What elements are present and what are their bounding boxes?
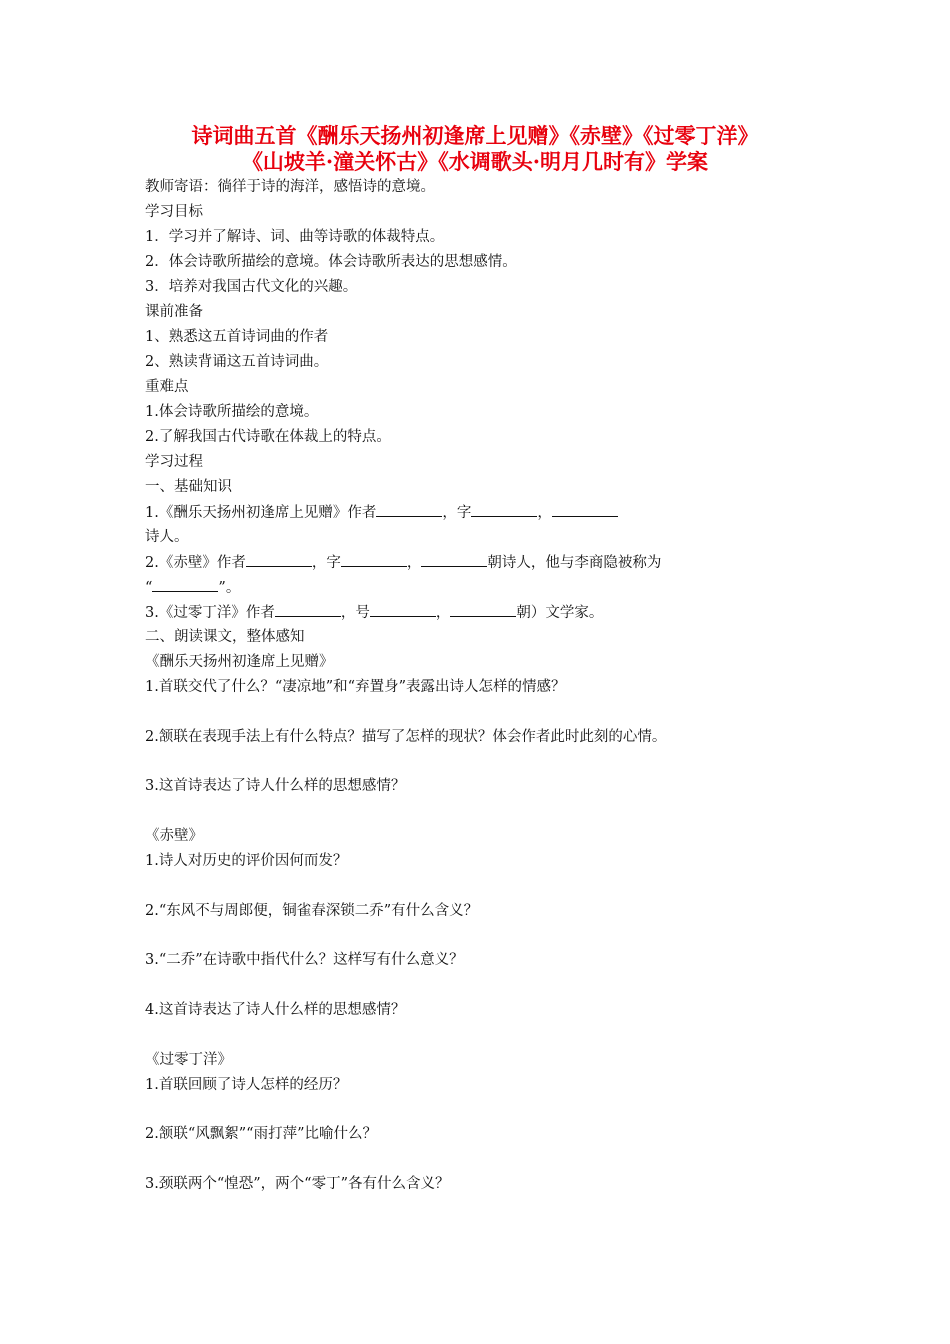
q3-text: 朝）文学家。	[516, 605, 604, 621]
read-heading: 二、朗读课文，整体感知	[145, 629, 305, 645]
q1-text: ，字	[442, 505, 472, 521]
q2-author-blank[interactable]	[246, 552, 312, 567]
poem2-title: 《赤壁》	[145, 828, 203, 844]
poem2-question: 3.“二乔”在诗歌中指代什么？这样写有什么意义？	[145, 952, 464, 968]
q3-text: ，号	[340, 605, 370, 621]
q2-text: ，字	[311, 555, 341, 571]
prep-heading: 课前准备	[145, 304, 203, 320]
basic-heading: 一、基础知识	[145, 479, 232, 495]
poem1-question: 1.首联交代了什么？“凄凉地”和“弃置身”表露出诗人怎样的情感？	[145, 679, 566, 695]
key-heading: 重难点	[145, 379, 189, 395]
q1-name-blank[interactable]	[471, 502, 537, 517]
poem3-question: 1.首联回顾了诗人怎样的经历？	[145, 1077, 348, 1093]
key-item: 1.体会诗歌所描绘的意境。	[145, 404, 319, 420]
prep-item: 2、熟读背诵这五首诗词曲。	[145, 354, 329, 370]
fill-question-2-cont	[145, 577, 240, 598]
fill-question-2	[145, 552, 661, 573]
doc-title-line1: 诗词曲五首《酬乐天扬州初逢席上见赠》《赤壁》《过零丁洋》	[191, 123, 759, 148]
q3-text: ，	[435, 605, 451, 621]
poem2-question: 2.“东风不与周郎便，铜雀春深锁二乔”有什么含义？	[145, 903, 479, 919]
q3-text: 3.《过零丁洋》作者	[145, 605, 275, 621]
q3-author-blank[interactable]	[275, 602, 341, 617]
fill-question-1	[145, 502, 618, 523]
poem2-question: 4.这首诗表达了诗人什么样的思想感情？	[145, 1002, 406, 1018]
poem1-question: 2.颔联在表现手法上有什么特点？描写了怎样的现状？体会作者此时此刻的心情。	[145, 729, 667, 745]
q1-text: ，	[537, 505, 552, 521]
goals-heading: 学习目标	[145, 204, 203, 220]
poem2-question: 1.诗人对历史的评价因何而发？	[145, 853, 348, 869]
poem1-title: 《酬乐天扬州初逢席上见赠》	[145, 654, 334, 670]
q2-era-blank[interactable]	[421, 552, 487, 567]
poem1-question: 3.这首诗表达了诗人什么样的思想感情？	[145, 778, 406, 794]
key-item: 2.了解我国古代诗歌在体裁上的特点。	[145, 429, 391, 445]
q2-quote-close: ”。	[218, 580, 241, 596]
q2-text: ，	[406, 555, 422, 571]
poem3-title: 《过零丁洋》	[145, 1052, 232, 1068]
goal-item: 2．体会诗歌所描绘的意境。体会诗歌所表达的思想感情。	[145, 254, 517, 270]
process-heading: 学习过程	[145, 454, 203, 470]
q1-author-blank[interactable]	[376, 502, 442, 517]
doc-title-line2: 《山坡羊·潼关怀古》《水调歌头·明月几时有》学案	[241, 149, 709, 174]
q2-quote-open: “	[145, 580, 153, 596]
q2-title-blank[interactable]	[152, 577, 218, 592]
goal-item: 1．学习并了解诗、词、曲等诗歌的体裁特点。	[145, 229, 445, 245]
q3-era-blank[interactable]	[450, 602, 516, 617]
q1-era-blank[interactable]	[552, 502, 618, 517]
poem3-question: 3.颈联两个“惶恐”，两个“零丁”各有什么含义？	[145, 1176, 450, 1192]
q1-text: 1.《酬乐天扬州初逢席上见赠》作者	[145, 505, 377, 521]
q3-hao-blank[interactable]	[370, 602, 436, 617]
q1-tail: 诗人。	[145, 529, 189, 545]
teacher-message: 教师寄语：徜徉于诗的海洋，感悟诗的意境。	[145, 179, 435, 195]
goal-item: 3．培养对我国古代文化的兴趣。	[145, 279, 358, 295]
prep-item: 1、熟悉这五首诗词曲的作者	[145, 329, 329, 345]
fill-question-3	[145, 602, 603, 623]
q2-text: 2.《赤壁》作者	[145, 555, 246, 571]
q2-name-blank[interactable]	[341, 552, 407, 567]
q2-text: 朝诗人，他与李商隐被称为	[487, 555, 662, 571]
poem3-question: 2.颔联“风飘絮”“雨打萍”比喻什么？	[145, 1126, 377, 1142]
